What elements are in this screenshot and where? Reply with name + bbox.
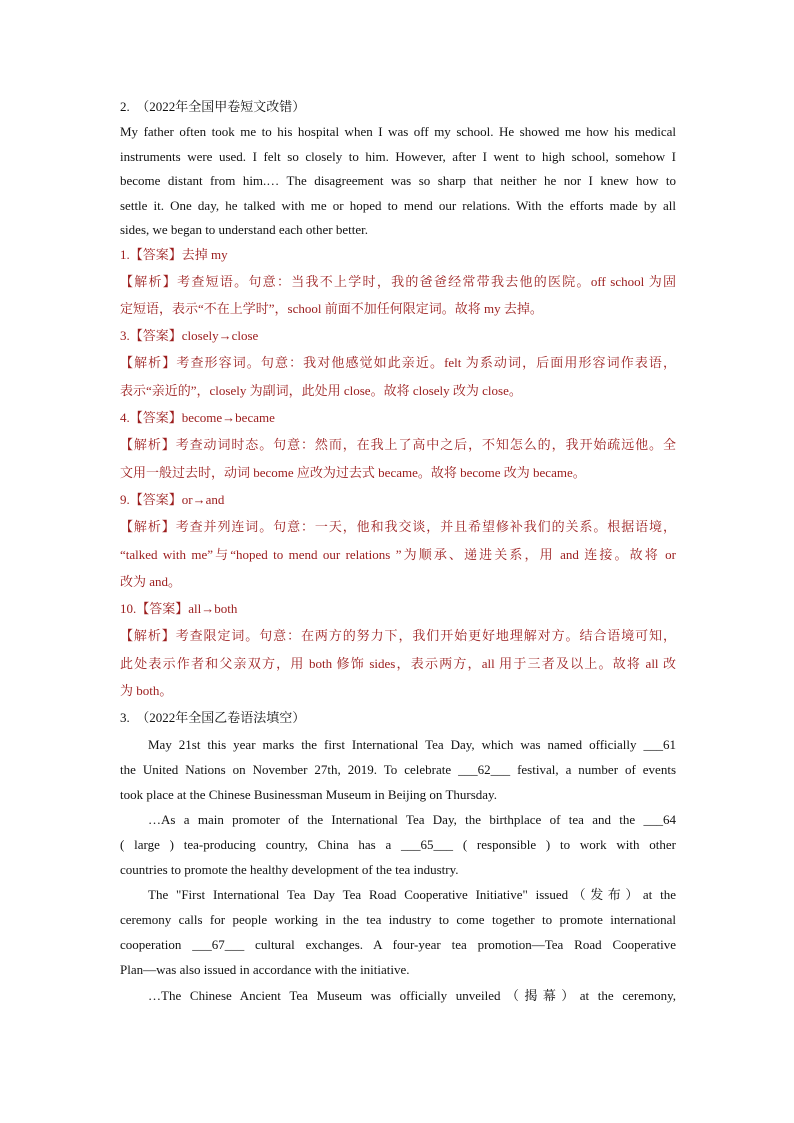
passage-line: My father often took me to his hospital when I was off my school. He showed me how his medical [120, 124, 676, 139]
analysis-line: 【解析】考查并列连词。句意：一天，他和我交谈，并且希望修补我们的关系。根据语境， [120, 519, 676, 535]
question-3-paragraph-3 [120, 882, 676, 982]
analysis-line: 表示“亲近的”，closely 为副词，此处用 close。故将 closely 改为 close。 [120, 382, 522, 398]
analysis-line: 【解析】考查限定词。句意：在两方的努力下，我们开始更好地理解对方。结合语境可知， [120, 628, 676, 644]
question-3-paragraph-4 [120, 983, 676, 1008]
answer-label: 3.【答案】closely→close [120, 328, 259, 344]
paragraph-line: took place at the Chinese Businessman Museum in Beijing on Thursday. [120, 786, 497, 802]
passage-line: sides, we began to understand each other better. [120, 222, 368, 238]
analysis-line: 【解析】考查动词时态。句意：然而，在我上了高中之后，不知怎么的，我开始疏远他。全 [120, 437, 676, 453]
analysis-line: “talked with me”与“hoped to mend our relations ”为顺承、递进关系，用 and 连接。故将 or [120, 546, 676, 562]
analysis-line: 此处表示作者和父亲双方，用 both 修饰 sides，表示两方，all 用于三者及以上。故将 all 改 [120, 655, 676, 671]
answer-block-9 [120, 486, 676, 595]
paragraph-line: ( large ) tea-producing country, China has a ___65___ ( responsible ) to work with other [120, 836, 676, 852]
analysis-line: 【解析】考查形容词。句意：我对他感觉如此亲近。felt 为系动词，后面用形容词作表语， [120, 355, 676, 371]
answer-block-3 [120, 322, 676, 404]
answer-block-1 [120, 243, 676, 322]
answer-block-10 [120, 595, 676, 704]
question-2-heading: 2. （2022年全国甲卷短文改错） [120, 99, 306, 114]
paragraph-line: Plan—was also issued in accordance with the initiative. [120, 962, 410, 978]
analysis-line: 文用一般过去时，动词 become 应改为过去式 became。故将 become 改为 became。 [120, 464, 586, 480]
analysis-line: 改为 and。 [120, 573, 182, 589]
analysis-line: 【解析】考查短语。句意：当我不上学时，我的爸爸经常带我去他的医院。off school 为固 [120, 273, 676, 289]
document-page [120, 96, 676, 1008]
question-3-paragraph-2 [120, 807, 676, 882]
paragraph-line: …As a main promoter of the International Tea Day, the birthplace of tea and the ___64 [148, 811, 676, 827]
analysis-line: 定短语，表示“不在上学时”，school 前面不加任何限定词。故将 my 去掉。 [120, 300, 543, 316]
passage-line: become distant from him.… The disagreement was so sharp that neither he nor I knew how to [120, 173, 676, 189]
paragraph-line: the United Nations on November 27th, 2019. To celebrate ___62___ festival, a number of events [120, 761, 676, 777]
paragraph-line: ceremony calls for people working in the tea industry to come together to promote international [120, 912, 676, 928]
passage-line: settle it. One day, he talked with me or hoped to mend our relations. With the efforts made by all [120, 197, 676, 213]
passage-line: instruments were used. I felt so closely to him. However, after I went to high school, somehow I [120, 148, 676, 164]
paragraph-line: The "First International Tea Day Tea Road Cooperative Initiative" issued（发布）at the [148, 887, 676, 903]
answer-label: 4.【答案】become→became [120, 410, 275, 426]
question-2-passage [120, 120, 676, 243]
paragraph-line: countries to promote the healthy development of the tea industry. [120, 862, 459, 878]
paragraph-line: cooperation ___67___ cultural exchanges. A four-year tea promotion—Tea Road Cooperative [120, 937, 676, 953]
answer-label: 1.【答案】去掉 my [120, 246, 228, 262]
question-3-heading: 3. （2022年全国乙卷语法填空） [120, 710, 306, 726]
analysis-line: 为 both。 [120, 683, 173, 699]
answer-label: 10.【答案】all→both [120, 601, 238, 617]
answer-block-4 [120, 404, 676, 486]
answer-label: 9.【答案】or→and [120, 491, 225, 507]
paragraph-line: …The Chinese Ancient Tea Museum was officially unveiled（揭幕）at the ceremony, [148, 987, 676, 1003]
paragraph-line: May 21st this year marks the first International Tea Day, which was named officially ___61 [148, 736, 676, 752]
question-3-paragraph-1 [120, 732, 676, 807]
